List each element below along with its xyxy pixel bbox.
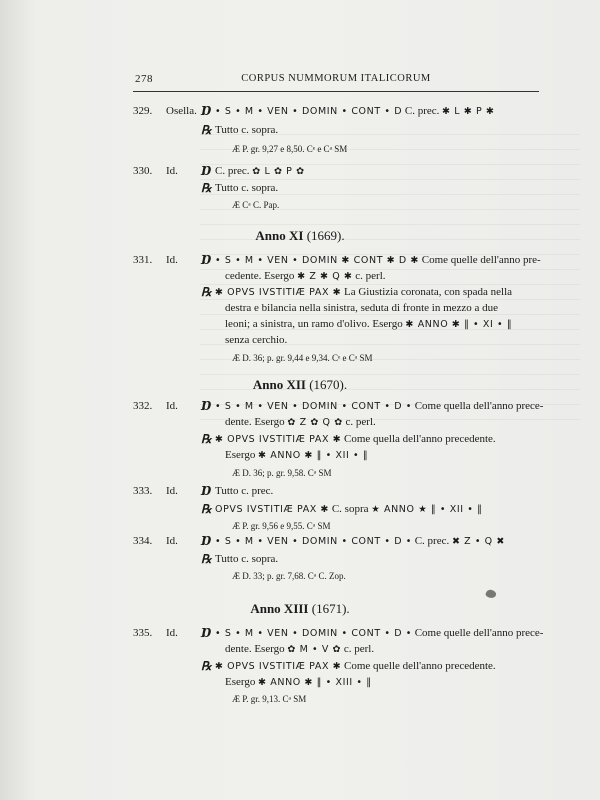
- reverse-text: C. sopra: [331, 503, 369, 515]
- obverse-line: [215, 105, 495, 117]
- entry-number: 335.: [133, 627, 153, 639]
- running-title: CORPUS NUMMORUM ITALICORUM: [241, 73, 431, 84]
- reverse-line-3: [225, 318, 512, 330]
- entry-number: 333.: [133, 485, 153, 497]
- reverse-legend: ✱ OPVS IVSTITIÆ PAX ✱: [215, 661, 342, 672]
- reverse-exergue-legend: ✱ ANNO ✱ ‖ • XII • ‖: [258, 450, 369, 461]
- reverse-line-4: senza cerchio.: [225, 334, 288, 346]
- obverse-text: Tutto c. prec.: [215, 485, 274, 497]
- reverse-symbol: ℞: [201, 502, 212, 516]
- obverse-line: [215, 254, 541, 266]
- obverse-symbol: Ɒ: [201, 626, 212, 640]
- reverse-text: La Giustizia coronata, con spada nella: [344, 286, 513, 298]
- obverse-legend: • S • M • VEN • DOMIN • CONT • D •: [215, 628, 412, 639]
- obverse-text: Come quelle dell'anno pre-: [421, 254, 541, 266]
- reverse-line: [215, 286, 512, 298]
- section-title: Anno XI: [255, 228, 304, 243]
- obverse-legend: ✿ L ✿ P ✿: [252, 166, 305, 177]
- obverse-symbol: Ɒ: [201, 104, 212, 118]
- entry-denomination: Id.: [166, 400, 178, 412]
- obverse-text-2: c. perl.: [343, 643, 375, 655]
- reverse-legend-2: ★ ANNO ★ ‖ • XII • ‖: [371, 504, 483, 515]
- entry-number: 329.: [133, 105, 153, 117]
- entry-denomination: Osella.: [166, 105, 197, 117]
- entry-denomination: Id.: [166, 254, 178, 266]
- obverse-legend-2: ✱ L ✱ P ✱: [442, 106, 495, 117]
- page-header: [135, 73, 537, 89]
- reverse-legend: ✱ OPVS IVSTITIÆ PAX ✱: [215, 434, 342, 445]
- ink-smudge: [485, 588, 497, 599]
- reverse-legend: OPVS IVSTITIÆ PAX ✱: [215, 504, 330, 515]
- obverse-line: [215, 165, 305, 177]
- section-title: Anno XII: [252, 377, 306, 392]
- page-number: 278: [135, 73, 153, 85]
- reference-line: Æ D. 36; p. gr. 9,58. Cᵃ SM: [232, 468, 332, 478]
- reverse-text: Come quella dell'anno precedente.: [344, 433, 496, 445]
- obverse-legend: • S • M • VEN • DOMIN ✱ CONT ✱ D ✱: [215, 255, 419, 266]
- obverse-legend-2: ✖ Z • Q ✖: [451, 536, 505, 547]
- entry-denomination: Id.: [166, 627, 178, 639]
- reverse-exergue-legend: ✱ ANNO ✱ ‖ • XIII • ‖: [258, 677, 372, 688]
- reverse-text: Come quelle dell'anno precedente.: [344, 660, 496, 672]
- obverse-legend: • S • M • VEN • DOMIN • CONT • D •: [215, 536, 412, 547]
- obverse-line: [215, 535, 505, 547]
- reverse-exergue-legend: ✱ ANNO ✱ ‖ • XI • ‖: [405, 319, 513, 330]
- reverse-line-2: destra e bilancia nella sinistra, seduta di fronte in mezzo a due: [225, 302, 499, 314]
- reverse-symbol: ℞: [201, 123, 212, 137]
- obverse-text-2: c. perl.: [345, 416, 376, 428]
- section-heading-anno-xi: [0, 228, 600, 244]
- obverse-text: Come quella dell'anno prece-: [414, 400, 544, 412]
- obverse-line: [215, 400, 543, 412]
- obverse-text: Come quelle dell'anno prece-: [414, 627, 544, 639]
- reverse-line: [215, 503, 482, 515]
- section-heading-anno-xiii: [0, 601, 600, 617]
- obverse-exergue-legend: ✿ M • V ✿: [287, 644, 342, 655]
- obverse-line-2: [225, 270, 386, 282]
- entry-number: 334.: [133, 535, 153, 547]
- reverse-text: Tutto c. sopra.: [215, 182, 279, 194]
- reference-line: Æ Cᵃ C. Pap.: [232, 200, 280, 210]
- reverse-symbol: ℞: [201, 285, 212, 299]
- obverse-text: C. prec.: [215, 165, 250, 177]
- entry-number: 330.: [133, 165, 153, 177]
- obverse-legend: • S • M • VEN • DOMIN • CONT • D •: [215, 401, 412, 412]
- obverse-legend: • S • M • VEN • DOMIN • CONT • D: [215, 106, 403, 117]
- obverse-continuation: dente. Esergo: [225, 416, 285, 428]
- reverse-continuation: Esergo: [225, 449, 256, 461]
- reverse-line-2: [225, 449, 368, 461]
- obverse-symbol: Ɒ: [201, 534, 212, 548]
- section-heading-anno-xii: [0, 377, 600, 393]
- obverse-line: [215, 627, 543, 639]
- obverse-text-2: c. perl.: [355, 270, 386, 282]
- reference-line: Æ D. 33; p. gr. 7,68. Cᵃ C. Zop.: [232, 571, 346, 581]
- reverse-line: [215, 660, 496, 672]
- reverse-text: Tutto c. sopra.: [215, 553, 279, 565]
- obverse-symbol: Ɒ: [201, 164, 212, 178]
- obverse-continuation: cedente. Esergo: [225, 270, 295, 282]
- header-rule: [133, 91, 539, 92]
- entry-denomination: Id.: [166, 165, 178, 177]
- reverse-symbol: ℞: [201, 181, 212, 195]
- section-year: (1671).: [311, 601, 350, 616]
- obverse-symbol: Ɒ: [201, 253, 212, 267]
- entry-denomination: Id.: [166, 535, 178, 547]
- reverse-symbol: ℞: [201, 659, 212, 673]
- obverse-symbol: Ɒ: [201, 399, 212, 413]
- reverse-continuation: leoni; a sinistra, un ramo d'olivo. Esergo: [225, 318, 403, 330]
- reverse-symbol: ℞: [201, 552, 212, 566]
- obverse-continuation: dente. Esergo: [225, 643, 285, 655]
- reverse-legend: ✱ OPVS IVSTITIÆ PAX ✱: [215, 287, 342, 298]
- reverse-line: [215, 433, 496, 445]
- entry-number: 332.: [133, 400, 153, 412]
- section-year: (1669).: [306, 228, 345, 243]
- section-year: (1670).: [309, 377, 348, 392]
- obverse-exergue-legend: ✿ Z ✿ Q ✿: [287, 417, 343, 428]
- obverse-symbol: Ɒ: [201, 484, 212, 498]
- reference-line: Æ D. 36; p. gr. 9,44 e 9,34. Cᵉ e Cᵃ SM: [232, 353, 373, 363]
- reference-line: Æ P. gr. 9,56 e 9,55. Cᵃ SM: [232, 521, 331, 531]
- reverse-text: Tutto c. sopra.: [215, 124, 279, 136]
- obverse-line-2: [225, 643, 374, 655]
- reverse-symbol: ℞: [201, 432, 212, 446]
- reference-line: Æ P. gr. 9,27 e 8,50. Cᵉ e Cᵃ SM: [232, 144, 348, 154]
- entry-denomination: Id.: [166, 485, 178, 497]
- obverse-exergue-legend: ✱ Z ✱ Q ✱: [297, 271, 353, 282]
- obverse-text: C. prec.: [404, 105, 440, 117]
- obverse-line-2: [225, 416, 376, 428]
- reverse-line-2: [225, 676, 372, 688]
- obverse-text: C. prec.: [414, 535, 450, 547]
- reference-line: Æ P. gr. 9,13. Cᵃ SM: [232, 694, 307, 704]
- section-title: Anno XIII: [250, 601, 309, 616]
- entry-number: 331.: [133, 254, 153, 266]
- reverse-continuation: Esergo: [225, 676, 256, 688]
